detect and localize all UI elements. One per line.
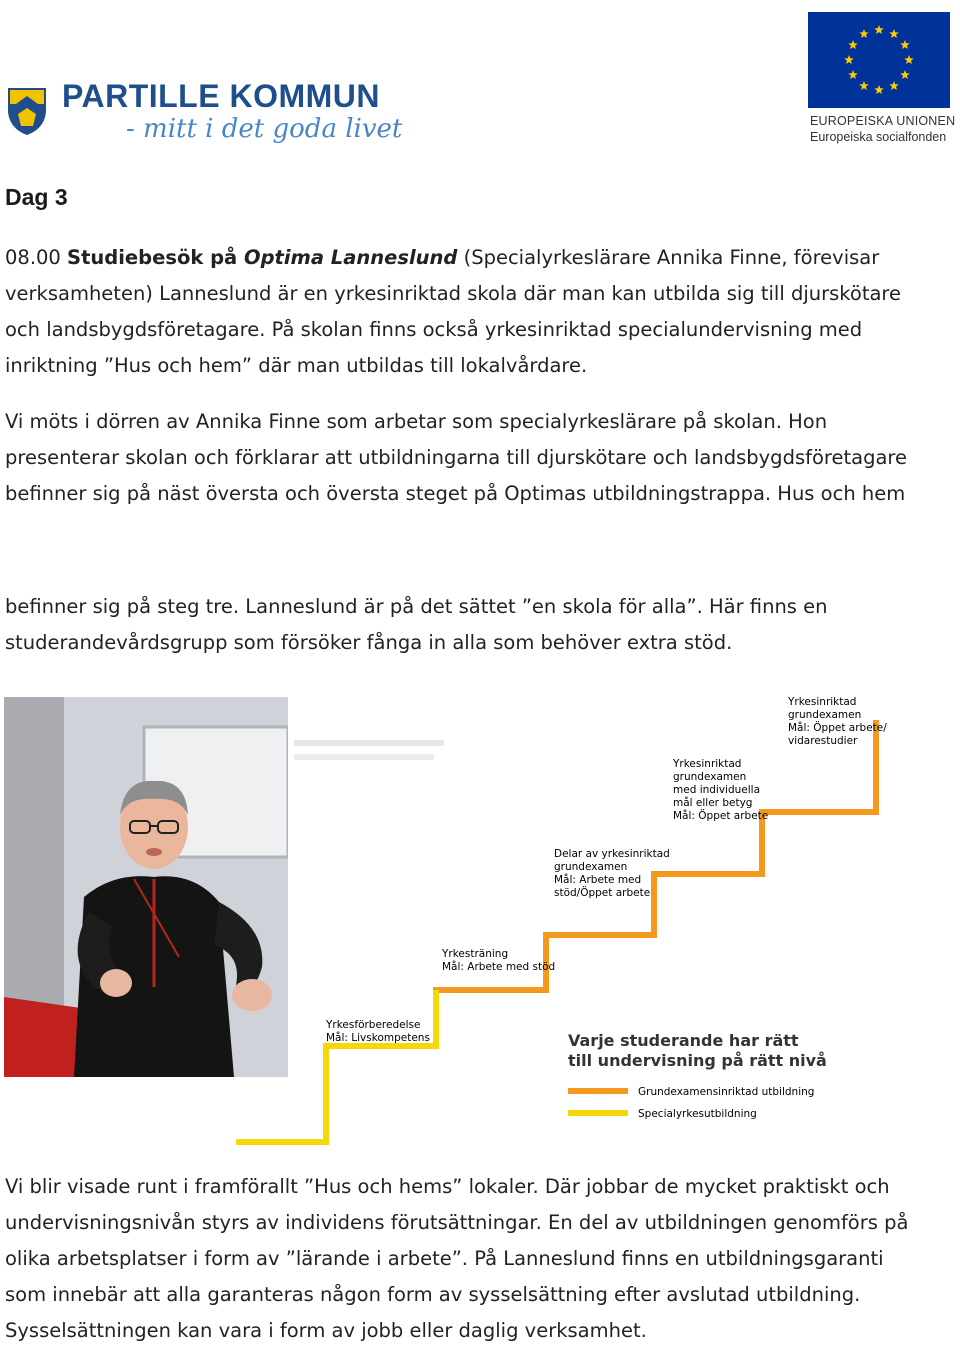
time-text: 08.00 <box>5 246 68 269</box>
paragraph-tour <box>5 1169 955 1349</box>
page-title: Dag 3 <box>5 184 68 210</box>
svg-text:YrkesförberedelseMål: Livskomp: Yrkesförberedelse Mål: Livskompetens <box>326 1019 430 1044</box>
svg-text:YrkesinriktadgrundexamenMål: Ö: Yrkesinriktad grundexamen Mål: Öppet arbete/ vidarestudier <box>788 696 887 747</box>
partille-kommun-logo <box>4 78 403 156</box>
org-name: PARTILLE KOMMUN <box>62 78 380 114</box>
para3-line2: studerandevårdsgrupp som försöker fånga in alla som behöver extra stöd. <box>5 631 733 654</box>
para1-rest: (Specialyrkeslärare Annika Finne, förevisar <box>457 246 880 269</box>
visit-label: Studiebesök på <box>67 246 244 269</box>
legend-label-special: Specialyrkesutbildning <box>638 1108 757 1120</box>
legend-label-grundexamen: Grundexamensinriktad utbildning <box>638 1086 815 1098</box>
para1-line1 <box>5 240 955 276</box>
para2-line1: Vi möts i dörren av Annika Finne som arbetar som specialyrkeslärare på skolan. Hon <box>5 410 828 433</box>
legend-swatch-grundexamen <box>568 1088 628 1094</box>
projected-text-blur <box>294 740 444 746</box>
paragraph-presentation <box>5 404 955 512</box>
para4-line5: Sysselsättningen kan vara i form av jobb eller daglig verksamhet. <box>5 1319 647 1342</box>
para3-line1: befinner sig på steg tre. Lanneslund är på det sättet ”en skola för alla”. Här finns en <box>5 595 828 618</box>
projected-text-blur <box>294 754 434 760</box>
para1-line3: och landsbygdsföretagare. På skolan finns också yrkesinriktad specialundervisning med <box>5 318 863 341</box>
para2-line2: presenterar skolan och förklarar att utbildningarna till djurskötare och landsbygdsföretagare <box>5 446 907 469</box>
svg-text:Yrkesinriktadgrundexamenmed in: Yrkesinriktad grundexamen med individuella mål eller betyg Mål: Öppet arbete <box>673 758 769 822</box>
teacher-photo-image <box>4 697 288 1077</box>
eu-logo <box>806 12 956 144</box>
staircase-legend <box>568 1086 814 1120</box>
legend-swatch-special <box>568 1110 628 1116</box>
para4-line4: som innebär att alla garanteras någon form av sysselsättning efter avslutad utbildning. <box>5 1283 861 1306</box>
paragraph-school-for-all <box>5 589 955 661</box>
step-label-4 <box>672 758 768 822</box>
crest-icon <box>4 84 50 136</box>
step-label-2 <box>441 948 555 973</box>
svg-text:YrkesträningMål: Arbete med st: Yrkesträning Mål: Arbete med stöd <box>442 948 556 973</box>
eu-name: EUROPEISKA UNIONEN <box>810 114 956 128</box>
staircase-note-line1: Varje studerande har rätt <box>568 1031 799 1050</box>
eu-fund-name: Europeiska socialfonden <box>810 130 947 144</box>
para4-line3: olika arbetsplatser i form av ”lärande i arbete”. På Lanneslund finns en utbildningsgaranti <box>5 1247 884 1270</box>
teacher-photo <box>4 697 288 1077</box>
para4-line2: undervisningsnivån styrs av individens förutsättningar. En del av utbildningen genomförs på <box>5 1211 909 1234</box>
step-label-5 <box>787 696 887 747</box>
eu-flag-icon <box>808 12 950 108</box>
para4-line1: Vi blir visade runt i framförallt ”Hus och hems” lokaler. Där jobbar de mycket praktiskt och <box>5 1175 890 1198</box>
step-label-1 <box>325 1019 430 1044</box>
education-staircase-diagram <box>236 690 956 1165</box>
svg-text:Delar av yrkesinriktadgrundexa: Delar av yrkesinriktad grundexamen Mål: Arbete med stöd/Öppet arbete <box>554 848 670 899</box>
paragraph-visit-intro <box>5 240 955 384</box>
org-tagline: - mitt i det goda livet <box>126 114 403 144</box>
stair-line-grundexamen <box>436 720 876 1046</box>
place-name: Optima Lanneslund <box>244 246 458 269</box>
staircase-note-line2: till undervisning på rätt nivå <box>568 1051 827 1070</box>
para1-line4: inriktning ”Hus och hem” där man utbildas till lokalvårdare. <box>5 354 588 377</box>
para1-line2: verksamheten) Lanneslund är en yrkesinriktad skola där man kan utbilda sig till djurskötare <box>5 282 902 305</box>
para2-line3: befinner sig på näst översta och översta steget på Optimas utbildningstrappa. Hus och hem <box>5 482 906 505</box>
